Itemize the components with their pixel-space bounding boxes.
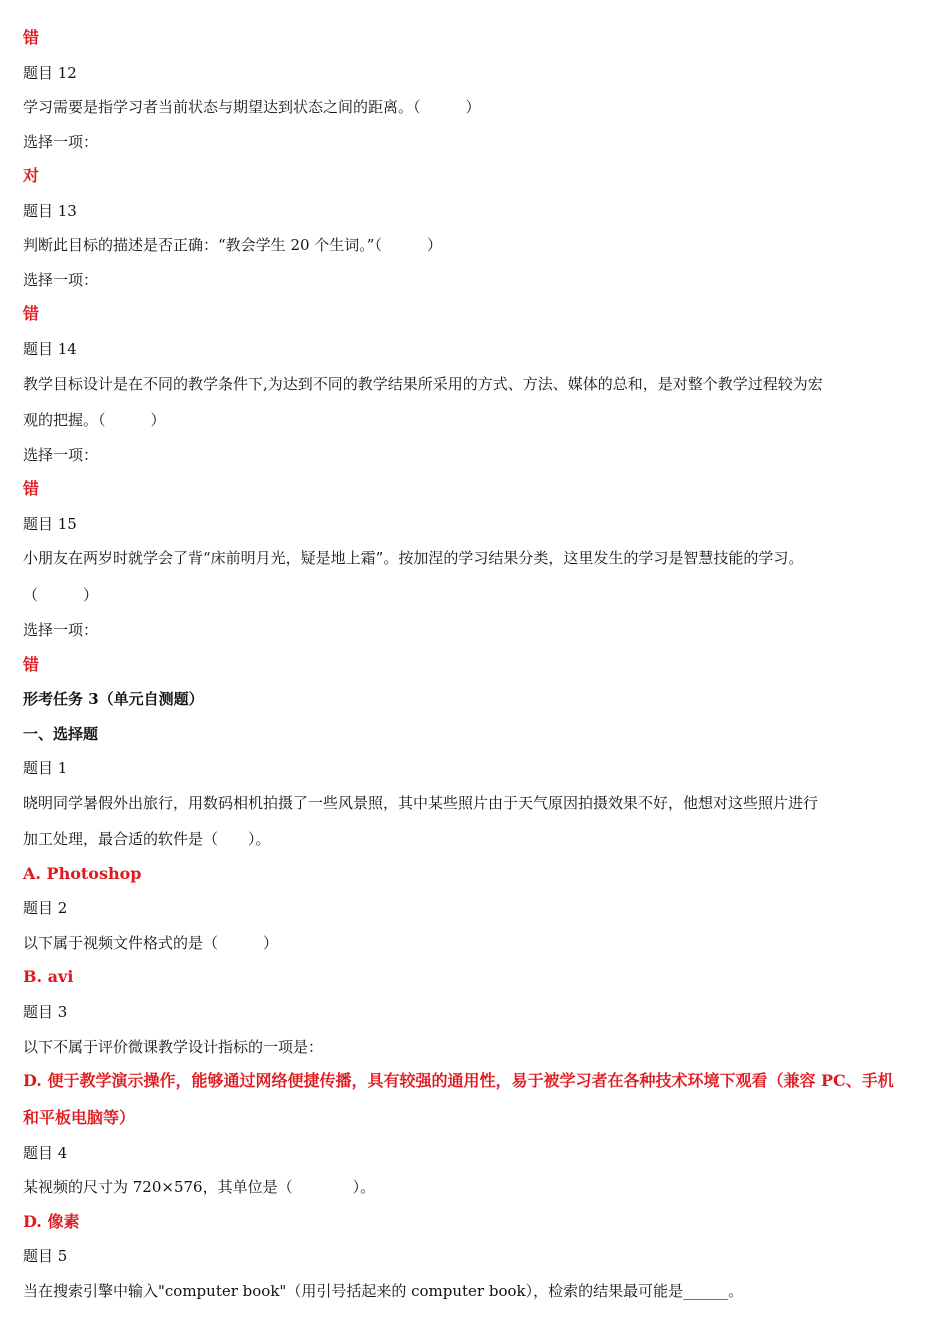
answer-text: 错 [23,479,40,498]
question-text: 当在搜索引擎中输入"computer book"（用引号括起来的 computer book），检索的结果最可能是______。 [23,1282,744,1300]
question-number: 题目 2 [23,899,68,917]
answer-text: 错 [23,655,40,674]
answer-text: 和平板电脑等） [23,1108,136,1127]
choice-prompt: 选择一项： [23,133,99,151]
question-text: 以下属于视频文件格式的是（ ） [23,934,279,952]
question-text: 教学目标设计是在不同的教学条件下,为达到不同的教学结果所采用的方式、方法、媒体的总和，是对整个教学过程较为宏 [23,375,823,393]
answer-text: D. 便于教学演示操作，能够通过网络便捷传播，具有较强的通用性，易于被学习者在各种技术环境下观看（兼容 PC、手机 [23,1071,894,1090]
question-number: 题目 15 [23,515,77,533]
section-heading: 一、选择题 [23,725,99,743]
question-number: 题目 4 [23,1144,68,1162]
question-text: 某视频的尺寸为 720×576，其单位是（ ）。 [23,1178,376,1196]
question-number: 题目 5 [23,1247,68,1265]
question-text: 晓明同学暑假外出旅行，用数码相机拍摄了一些风景照，其中某些照片由于天气原因拍摄效果不好，他想对这些照片进行 [23,794,819,812]
question-text: 以下不属于评价微课教学设计指标的一项是： [23,1038,324,1056]
question-text: 加工处理，最合适的软件是（ ）。 [23,830,271,848]
question-number: 题目 3 [23,1003,68,1021]
answer-text: A. Photoshop [23,864,142,883]
choice-prompt: 选择一项： [23,271,99,289]
answer-text: 对 [23,166,40,185]
question-number: 题目 13 [23,202,77,220]
question-text: 小朋友在两岁时就学会了背“床前明月光，疑是地上霜”。按加涅的学习结果分类，这里发生的学习是智慧技能的学习。 [23,549,804,567]
question-text: 观的把握。（ ） [23,411,166,429]
question-text: 学习需要是指学习者当前状态与期望达到状态之间的距离。（ ） [23,98,481,116]
choice-prompt: 选择一项： [23,446,99,464]
question-text: （ ） [23,586,99,604]
answer-text: 错 [23,28,40,47]
question-number: 题目 1 [23,759,68,777]
section-heading: 形考任务 3（单元自测题） [23,690,204,708]
question-text: 判断此目标的描述是否正确：“教会学生 20 个生词。”（ ） [23,236,442,254]
question-number: 题目 12 [23,64,77,82]
answer-text: D. 像素 [23,1212,80,1231]
question-number: 题目 14 [23,340,77,358]
answer-text: B. avi [23,967,74,986]
choice-prompt: 选择一项： [23,621,99,639]
answer-text: 错 [23,304,40,323]
